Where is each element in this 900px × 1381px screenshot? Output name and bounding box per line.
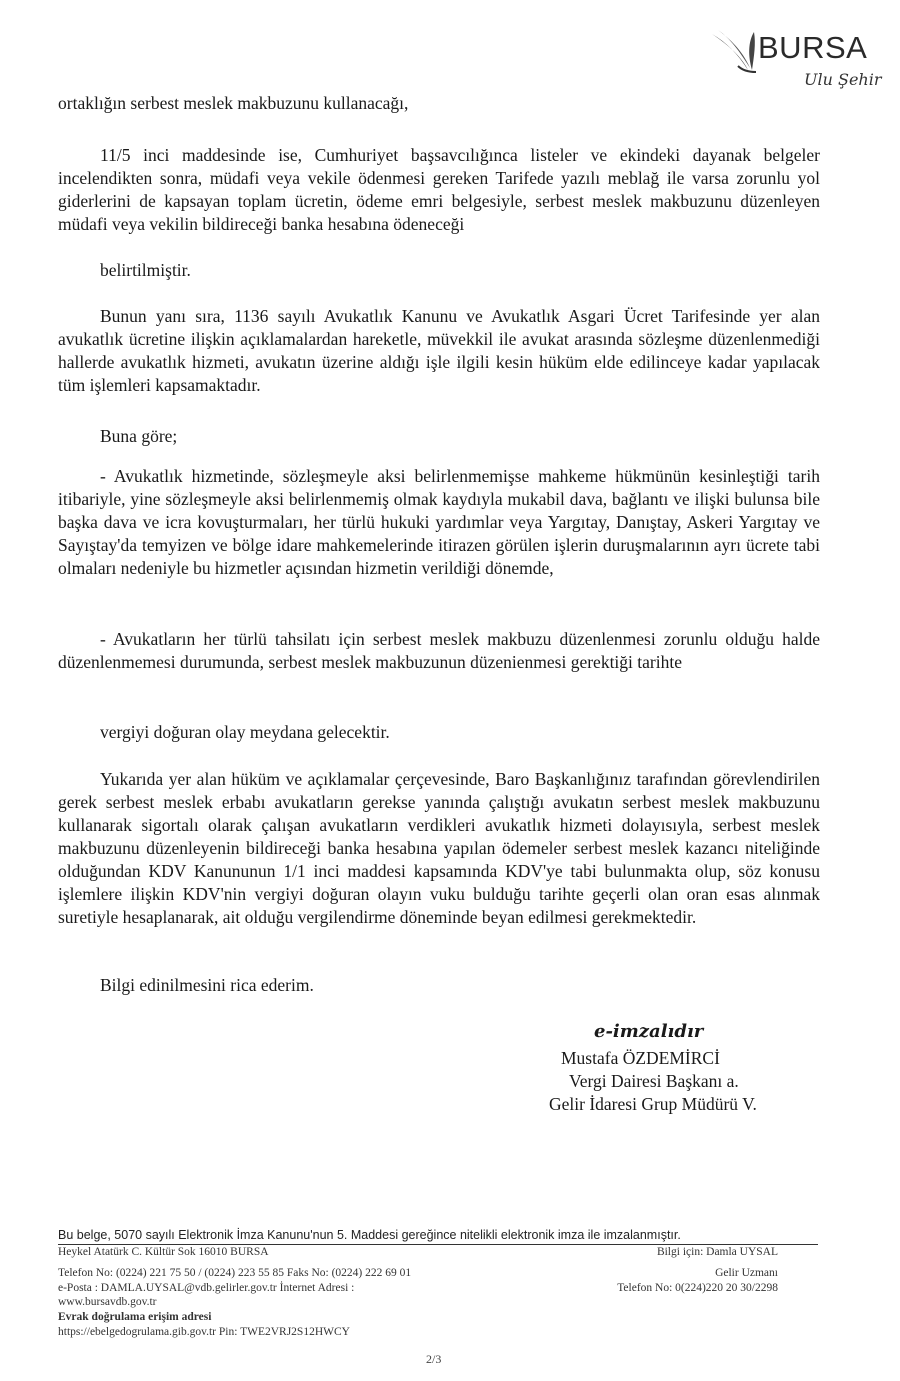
signer-title-1: Vergi Dairesi Başkanı a.	[569, 1071, 739, 1091]
paragraph-6: - Avukatlık hizmetinde, sözleşmeyle aksi belirlenmemişse mahkeme hükmünün kesinleştiği tarih itibariyle, yine sözleşmeyle aksi belirlenmemiş olmak kaydıyla mukabil dava, bağlantı ve ilişki bulunsa bile başka dava ve icra kovuşturmaları, her türlü hukuki yardımlar veya Yargıtay, Danıştay, Askeri Yargıtay ve Sayıştay'da temyizen ve bölge idare mahkemelerinde itirazen görülen işlerin duruşmalarının ayrı ücrete tabi olmaları nedeniyle bu hizmetler açısından hizmetin verildiği dönemde,	[58, 466, 820, 578]
footer-verify-label: Evrak doğrulama erişim adresi	[58, 1311, 212, 1324]
footer-web: www.bursavdb.gov.tr	[58, 1296, 157, 1309]
paragraph-2: 11/5 inci maddesinde ise, Cumhuriyet başsavcılığınca listeler ve ekindeki dayanak belgeler incelendikten sonra, müdafi veya vekile ödenmesi gereken Tarifede yazılı meblağ ile varsa zorunlu yol giderlerini de kapsayan toplam ücretin, ödeme emri belgesiyle, serbest meslek makbuzunu düzenleyen müdafi veya vekilin bildireceği banka hesabına ödeneceği	[58, 145, 820, 234]
footer-contact-right	[548, 1245, 778, 1295]
footer-address: Heykel Atatürk C. Kültür Sok 16010 BURSA	[58, 1246, 269, 1258]
footer-contact-title: Gelir Uzmanı	[715, 1266, 778, 1279]
bursa-logo	[708, 24, 893, 102]
paragraph-10: Bilgi edinilmesini rica ederim.	[100, 975, 314, 995]
paragraph-3: belirtilmiştir.	[100, 260, 191, 280]
footer-contact-phone: Telefon No: 0(224)220 20 30/2298	[617, 1281, 778, 1294]
signer-title-2: Gelir İdaresi Grup Müdürü V.	[549, 1094, 757, 1114]
logo-script: Ulu Şehir	[804, 70, 882, 89]
paragraph-5: Buna göre;	[100, 426, 178, 446]
paragraph-4: Bunun yanı sıra, 1136 sayılı Avukatlık Kanunu ve Avukatlık Asgari Ücret Tarifesinde yer alan avukatlık ücretine ilişkin açıklamalardan hareketle, müvekkil ile avukat arasında sözleşme düzenlenmediği hallerde avukatlık hizmeti, avukatın üzerine aldığı işle ilgili kesin hüküm elde edilinceye kadar yapılacak tüm işlemleri kapsamaktadır.	[58, 306, 820, 395]
page-number: 2/3	[426, 1352, 442, 1366]
logo-text: BURSA	[758, 30, 868, 65]
footer-contact-left	[58, 1245, 538, 1340]
footer-email: e-Posta : DAMLA.UYSAL@vdb.gelirler.gov.tr İnternet Adresi :	[58, 1281, 355, 1294]
paragraph-9: Yukarıda yer alan hüküm ve açıklamalar çerçevesinde, Baro Başkanlığınız tarafından görevlendirilen gerek serbest meslek erbabı avukatların gerekse yanında çalıştığı avukatın serbest meslek makbuzunu kullanarak sigortalı olarak çalışan avukatların verdikleri avukatlık hizmeti dolayısıyla, serbest meslek makbuzunu düzenleyenin bildireceği banka hesabına yapılan ödemeler serbest meslek kazancı niteliğinde olduğundan KDV Kanununun 1/1 inci maddesi kapsamında KDV'ye tabi bulunmakta olup, söz konusu işlemlere ilişkin KDV'nin vergiyi doğuran olayın vuku bulduğu tarihte geçerli olan oran esas alınmak suretiyle hesaplanarak, ait olduğu vergilendirme döneminde beyan edilmesi gerekmektedir.	[58, 769, 820, 927]
e-signature-mark: e-imzalıdır	[594, 1021, 704, 1042]
footer-phone: Telefon No: (0224) 221 75 50 / (0224) 223 55 85 Faks No: (0224) 222 69 01	[58, 1266, 412, 1279]
tulip-emblem-icon	[708, 28, 760, 76]
footer-contact-info: Bilgi için: Damla UYSAL	[656, 1246, 778, 1258]
signer-name: Mustafa ÖZDEMİRCİ	[561, 1048, 720, 1068]
footer-verify-url: https://ebelgedogrulama.gib.gov.tr Pin: TWE2VRJ2S12HWCY	[58, 1325, 350, 1338]
e-signature-note: Bu belge, 5070 sayılı Elektronik İmza Kanunu'nun 5. Maddesi gereğince nitelikli elektronik imza ile imzalanmıştır.	[58, 1228, 818, 1245]
paragraph-7: - Avukatların her türlü tahsilatı için serbest meslek makbuzu düzenlenmesi zorunlu olduğu halde düzenlenmemesi durumunda, serbest meslek makbuzunun düzenienmesi gerektiği tarihte	[58, 629, 820, 672]
signature-block	[549, 1020, 799, 1116]
paragraph-8: vergiyi doğuran olay meydana gelecektir.	[100, 722, 390, 742]
paragraph-1: ortaklığın serbest meslek makbuzunu kullanacağı,	[58, 93, 409, 113]
